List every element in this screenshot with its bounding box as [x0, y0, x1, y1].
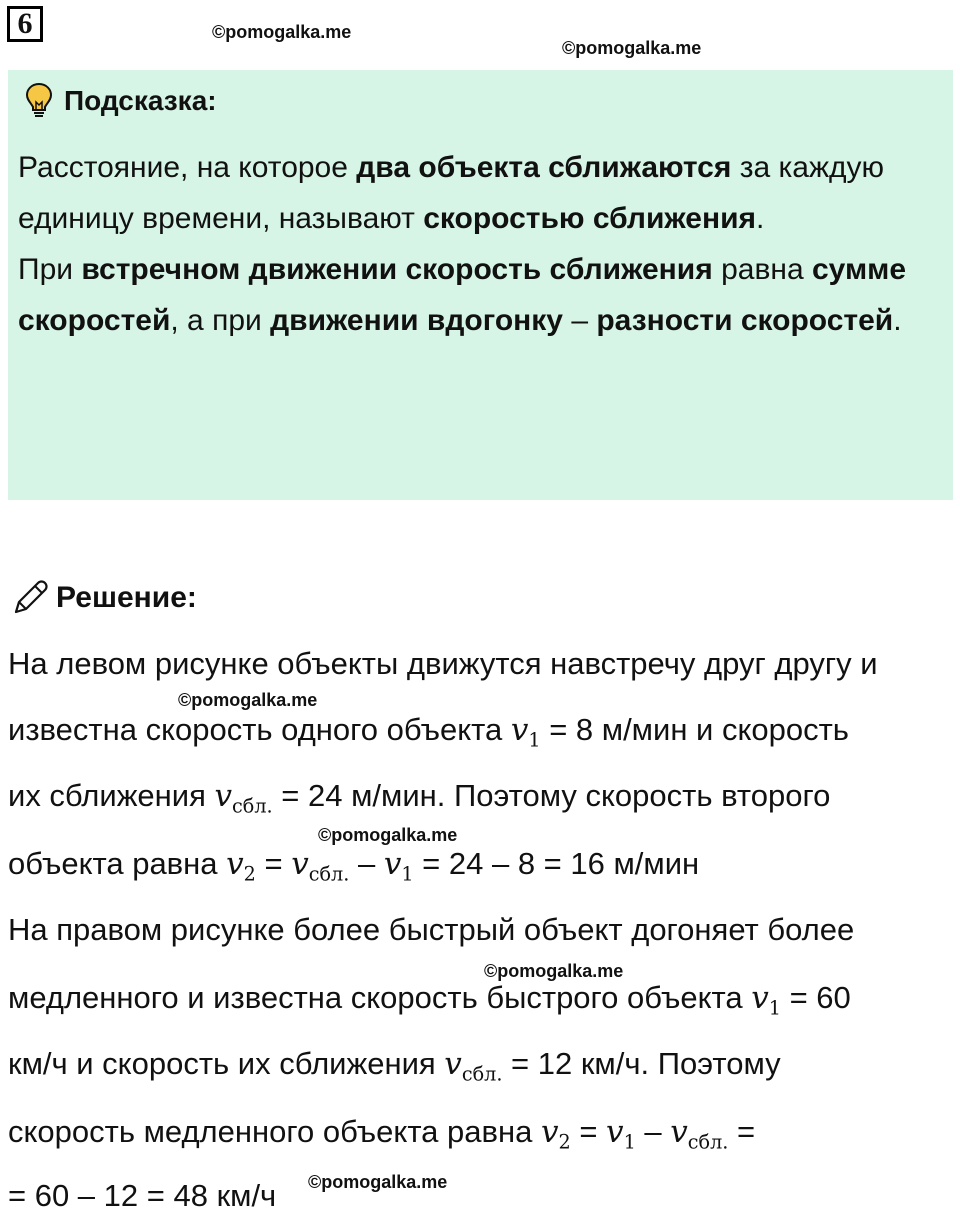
- solution-line-4: [8, 846, 699, 886]
- var-subscript: сбл.: [308, 862, 350, 886]
- watermark: ©pomogalka.me: [212, 22, 352, 42]
- text-run: =: [255, 846, 292, 881]
- hint-text-run: Расстояние, на которое: [18, 151, 357, 184]
- hint-text-run: При: [18, 253, 82, 286]
- hint-bold-run: два объекта сближаются: [356, 151, 732, 184]
- hint-text-run: равна: [712, 253, 812, 286]
- var-subscript: 1: [623, 1130, 636, 1154]
- hint-title: Подсказка:: [64, 85, 217, 116]
- text-run: известна скорость одного объекта: [8, 712, 511, 747]
- solution-line-5: На правом рисунке более быстрый объект догоняет более: [8, 912, 855, 947]
- hint-text-run: за каждую единицу времени, называют: [18, 151, 885, 235]
- solution-line-2: [8, 712, 849, 752]
- var-symbol: v: [226, 846, 244, 882]
- var-symbol: v: [510, 712, 529, 748]
- watermark: ©pomogalka.me: [318, 825, 458, 845]
- solution-header: [10, 578, 197, 618]
- hint-text-run: , а при: [170, 304, 271, 337]
- hint-text: [18, 142, 938, 346]
- text-run: медленного и известна скорость быстрого объекта: [8, 980, 752, 1015]
- var-symbol: v: [214, 778, 233, 814]
- pencil-icon: [10, 578, 50, 618]
- watermark: ©pomogalka.me: [178, 690, 318, 710]
- var-vsbl: [444, 1046, 503, 1086]
- var-v1: [383, 846, 414, 886]
- text-run: =: [728, 1114, 756, 1149]
- var-symbol: v: [670, 1114, 688, 1150]
- hint-text-run: .: [893, 304, 902, 337]
- var-v1: [510, 712, 541, 752]
- var-symbol: v: [540, 1114, 559, 1150]
- var-symbol: v: [291, 846, 309, 882]
- watermark: ©pomogalka.me: [484, 961, 624, 981]
- text-run: = 8 м/мин и скорость: [540, 712, 849, 747]
- solution-line-6: [8, 980, 851, 1020]
- hint-text-run: –: [563, 304, 597, 337]
- text-run: –: [349, 846, 384, 881]
- var-v1: [606, 1114, 636, 1154]
- var-v2: [540, 1114, 571, 1154]
- text-run: объекта равна: [8, 846, 227, 881]
- text-run: км/ч и скорость их сближения: [8, 1046, 445, 1081]
- var-subscript: сбл.: [232, 794, 273, 818]
- hint-bold-run: сумме скоростей: [18, 253, 907, 337]
- var-symbol: v: [606, 1114, 624, 1150]
- var-subscript: 1: [528, 728, 541, 752]
- watermark: ©pomogalka.me: [562, 38, 702, 58]
- task-number: 6: [7, 6, 43, 42]
- hint-header: [24, 82, 217, 120]
- var-subscript: сбл.: [461, 1062, 503, 1086]
- var-subscript: 1: [768, 996, 781, 1020]
- var-symbol: v: [751, 980, 769, 1016]
- var-v2: [226, 846, 256, 886]
- text-run: –: [635, 1114, 671, 1149]
- hint-bold-run: встречном движении скорость сближения: [81, 253, 713, 286]
- solution-line-8: [8, 1114, 755, 1154]
- solution-line-7: [8, 1046, 781, 1086]
- text-run: скорость медленного объекта равна: [8, 1114, 541, 1149]
- text-run: = 12 км/ч. Поэтому: [502, 1046, 781, 1081]
- hint-bold-run: скоростью сближения: [423, 202, 757, 235]
- var-subscript: сбл.: [687, 1130, 729, 1154]
- solution-line-9: = 60 – 12 = 48 км/ч: [8, 1178, 277, 1213]
- watermark: ©pomogalka.me: [308, 1172, 448, 1192]
- hint-text-run: .: [756, 202, 765, 235]
- var-symbol: v: [444, 1046, 462, 1082]
- var-subscript: 2: [243, 862, 256, 886]
- text-run: их сближения: [8, 778, 215, 813]
- hint-bold-run: разности скоростей: [596, 304, 894, 337]
- hint-box: [8, 70, 953, 500]
- solution-title: Решение:: [56, 581, 197, 614]
- text-run: = 24 – 8 = 16 м/мин: [413, 846, 700, 881]
- var-vsbl: [670, 1114, 729, 1154]
- var-subscript: 2: [558, 1130, 571, 1154]
- var-vsbl: [291, 846, 350, 886]
- hint-bold-run: движении вдогонку: [270, 304, 563, 337]
- var-subscript: 1: [401, 862, 414, 886]
- lightbulb-icon: [24, 82, 54, 120]
- text-run: =: [570, 1114, 607, 1149]
- text-run: = 60: [780, 980, 851, 1015]
- text-run: = 24 м/мин. Поэтому скорость второго: [272, 778, 831, 813]
- solution-line-3: [8, 778, 830, 818]
- var-vsbl: [214, 778, 273, 818]
- solution-line-1: На левом рисунке объекты движутся навстречу друг другу и: [8, 646, 878, 681]
- var-v1: [751, 980, 781, 1020]
- var-symbol: v: [383, 846, 402, 882]
